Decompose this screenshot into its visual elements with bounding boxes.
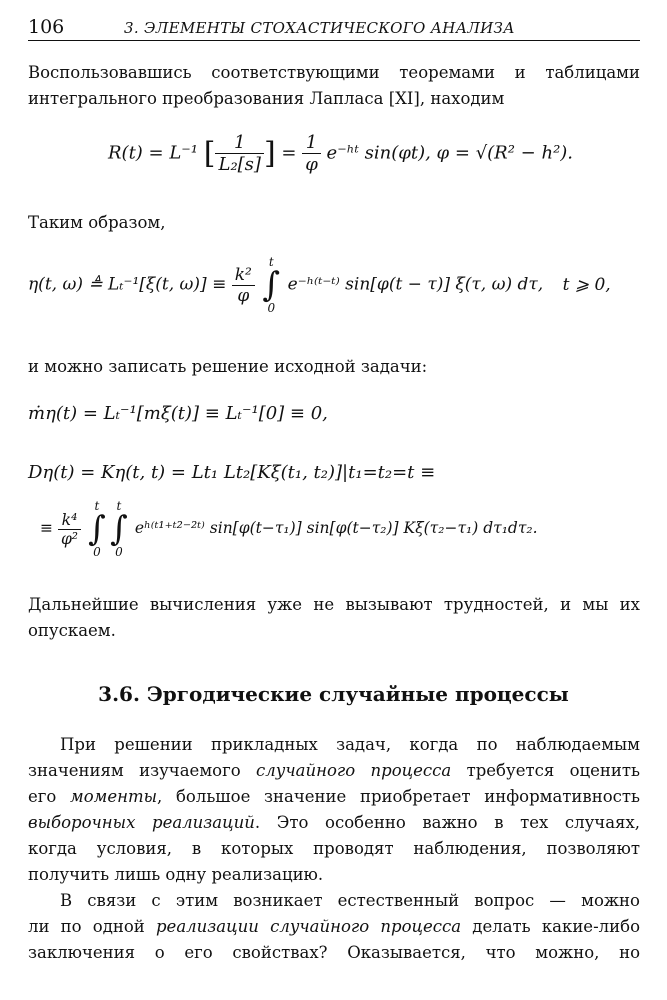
- equation-dispersion: [28, 462, 435, 483]
- paragraph-further: [28, 592, 640, 644]
- text-line: интегрального преобразования Лапласа [XI], находим: [28, 89, 505, 108]
- integral-sign: t ∫ 0: [260, 256, 282, 314]
- int-upper-limit: t: [268, 255, 274, 269]
- text-line: При решении прикладных задач, когда по наблюдаемым: [60, 735, 640, 754]
- eq-lhs: η(t, ω) ≜ Lₜ⁻¹[ξ(t, ω)] ≡: [28, 274, 227, 295]
- int-lower-limit: 0: [93, 545, 101, 559]
- term-moments: моменты: [70, 787, 158, 806]
- eq-rhs: e⁻ʰᵗ sin(φt), φ = √(R² − h²).: [326, 142, 574, 164]
- eq-prefix: ≡: [40, 519, 53, 537]
- text-line: Дальнейшие вычисления уже не вызывают трудностей, и мы их: [28, 595, 640, 614]
- text-line: Воспользовавшись соответствующими теоремами и таблицами: [28, 63, 640, 82]
- running-title: 3. ЭЛЕМЕНТЫ СТОХАСТИЧЕСКОГО АНАЛИЗА: [124, 19, 515, 37]
- frac-numerator: k²: [232, 265, 255, 286]
- page-header: [28, 14, 640, 41]
- eq-integrand: eʰ⁽ᵗ¹⁺ᵗ²⁻²ᵗ⁾ sin[φ(t−τ₁)] sin[φ(t−τ₂)] Kξ(τ₂−τ₁) dτ₁dτ₂.: [134, 519, 538, 537]
- equation-dispersion-cont: [40, 500, 538, 558]
- equation-r-of-t: R(t) = L⁻¹ [ $\frac{1}{\text{L₂[s]}}$ ] = $\frac{1}{\varphi}$ e⁻ʰᵗ sin(φt), φ = √(R² − h²).: [108, 132, 574, 175]
- int-upper-limit: t: [116, 499, 122, 513]
- integral-sign: t ∫ 0: [108, 500, 130, 558]
- text-line: опускаем.: [28, 621, 116, 640]
- term-random-process: случайного процесса: [256, 761, 452, 780]
- frac-denominator: φ: [237, 285, 250, 306]
- eq-lhs: R(t) = L⁻¹: [108, 142, 199, 164]
- frac-numerator: k⁴: [58, 511, 81, 530]
- text-line: ли по одной реализации случайного процесса делать какие-либо: [28, 917, 640, 936]
- equation-mean: [28, 403, 328, 424]
- section-heading: 3.6. Эргодические случайные процессы: [98, 682, 569, 706]
- frac-denominator: φ: [305, 154, 318, 175]
- text-line: получить лишь одну реализацию.: [28, 865, 324, 884]
- eq-fraction: [232, 265, 255, 306]
- paragraph-question: [28, 888, 640, 966]
- eq-condition: t ⩾ 0,: [562, 274, 611, 295]
- paragraph-laplace: [28, 60, 640, 112]
- frac-denominator: φ²: [60, 529, 79, 548]
- eq-fraction: [215, 132, 263, 175]
- text-line: его моменты, большое значение приобретает информативность: [28, 787, 641, 806]
- eq-integrand: e⁻ʰ⁽ᵗ⁻ᵗ⁾ sin[φ(t − τ)] ξ(τ, ω) dτ,: [287, 274, 544, 295]
- int-lower-limit: 0: [267, 301, 276, 315]
- frac-numerator: 1: [215, 132, 263, 154]
- page-number: 106: [28, 16, 65, 38]
- frac-numerator: 1: [302, 132, 321, 154]
- text-line: когда условия, в которых проводят наблюдения, позволяют: [28, 839, 640, 858]
- eq-fraction: [58, 511, 81, 548]
- text-line: Таким образом,: [28, 213, 166, 232]
- paragraph-ergodic-intro: [28, 732, 640, 888]
- eq-text: ṁη(t) = Lₜ⁻¹[mξ(t)] ≡ Lₜ⁻¹[0] ≡ 0,: [28, 403, 328, 424]
- text-line: заключения о его свойствах? Оказывается, что можно, но: [28, 943, 640, 962]
- term-realization: реализации случайного процесса: [156, 917, 462, 936]
- int-upper-limit: t: [94, 499, 100, 513]
- integral-sign: t ∫ 0: [86, 500, 108, 558]
- eq-text: Dη(t) = Kη(t, t) = Lt₁ Lt₂[Kξ(t₁, t₂)]|t₁=t₂=t ≡: [28, 462, 436, 483]
- text-line: и можно записать решение исходной задачи:: [28, 357, 428, 376]
- term-sample-realizations: выборочных реализаций: [28, 813, 255, 832]
- eq-fraction-2: [302, 132, 321, 175]
- frac-denominator: L₂[s]: [218, 154, 261, 175]
- text-line: значениям изучаемого случайного процесса требуется оценить: [28, 761, 641, 780]
- text-line: В связи с этим возникает естественный вопрос — можно: [60, 891, 640, 910]
- equation-eta: [28, 256, 611, 314]
- eq-mid: =: [281, 142, 303, 164]
- paragraph-solution: [28, 354, 640, 380]
- text-line: выборочных реализаций. Это особенно важно в тех случаях,: [28, 813, 640, 832]
- int-lower-limit: 0: [115, 545, 123, 559]
- paragraph-thus: [28, 210, 640, 236]
